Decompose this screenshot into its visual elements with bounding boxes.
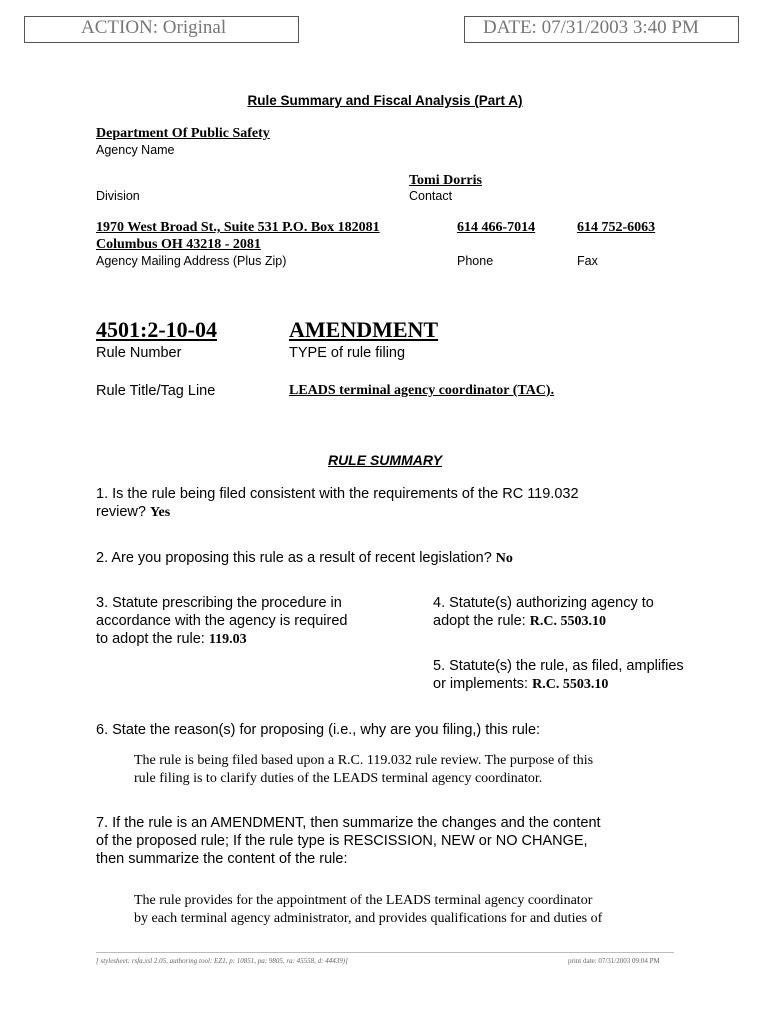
footer-print-date: print date: 07/31/2003 09:04 PM	[568, 957, 660, 965]
agency-name: Department Of Public Safety	[96, 126, 270, 141]
phone-label: Phone	[457, 254, 494, 268]
contact-label: Contact	[409, 189, 453, 203]
question-7: 7. If the rule is an AMENDMENT, then summarize the changes and the content of the proposed rule; If the rule type is RESCISSION, NEW or NO CHANGE, then summarize the content of the rule:	[96, 815, 601, 867]
question-7-answer: The rule provides for the appointment of the LEADS terminal agency coordinator by each terminal agency administrator, and provides qualifications for and duties of	[134, 893, 603, 926]
date-box	[464, 16, 739, 43]
action-box	[24, 16, 299, 43]
question-4-answer: R.C. 5503.10	[529, 614, 606, 629]
question-2-answer: No	[495, 551, 513, 566]
agency-name-label: Agency Name	[96, 143, 175, 157]
question-2: 2. Are you proposing this rule as a result of recent legislation? No	[96, 550, 513, 566]
question-5: 5. Statute(s) the rule, as filed, amplifies or implements: R.C. 5503.10	[433, 658, 684, 692]
footer-divider	[96, 952, 674, 953]
date-text: DATE: 07/31/2003 3:40 PM	[483, 17, 699, 38]
rule-summary-heading: RULE SUMMARY	[327, 452, 443, 468]
action-text: ACTION: Original	[81, 17, 227, 38]
question-6: 6. State the reason(s) for proposing (i.e., why are you filing,) this rule:	[96, 722, 541, 738]
question-1	[96, 485, 579, 522]
phone-number: 614 466-7014	[457, 220, 536, 235]
question-1-line2: review? Yes	[96, 504, 171, 520]
contact-name: Tomi Dorris	[409, 173, 482, 188]
question-3: 3. Statute prescribing the procedure in accordance with the agency is required to adopt the rule: 119.03	[96, 595, 348, 647]
question-6-answer: The rule is being filed based upon a R.C. 119.032 rule review. The purpose of this rule filing is to clarify duties of the LEADS terminal agency coordinator.	[134, 753, 594, 786]
question-3-answer: 119.03	[208, 632, 247, 647]
address-line1: 1970 West Broad St., Suite 531 P.O. Box 182081	[96, 220, 380, 235]
question-4: 4. Statute(s) authorizing agency to adopt the rule: R.C. 5503.10	[433, 595, 654, 629]
address-label: Agency Mailing Address (Plus Zip)	[96, 254, 287, 268]
division-label: Division	[96, 189, 140, 203]
rule-title-label: Rule Title/Tag Line	[96, 383, 216, 399]
question-5-answer: R.C. 5503.10	[532, 677, 609, 692]
question-1-line1: 1. Is the rule being filed consistent with the requirements of the RC 119.032	[96, 486, 579, 502]
rule-number: 4501:2-10-04	[96, 317, 217, 342]
address-line2: Columbus OH 43218 - 2081	[96, 237, 261, 252]
rule-type-label: TYPE of rule filing	[289, 345, 406, 361]
rule-title: LEADS terminal agency coordinator (TAC).	[289, 383, 555, 398]
fax-number: 614 752-6063	[577, 220, 656, 235]
rule-number-label: Rule Number	[96, 345, 182, 361]
fax-label: Fax	[577, 254, 598, 268]
page-title: Rule Summary and Fiscal Analysis (Part A)	[247, 93, 523, 108]
rule-type: AMENDMENT	[289, 317, 439, 342]
question-1-answer: Yes	[150, 505, 171, 520]
footer-stylesheet-info: [ stylesheet: rsfa.xsl 2.05, authoring tool: EZ1, p: 10851, pa: 9805, ra: 45558, d: 44439)]	[96, 957, 348, 965]
